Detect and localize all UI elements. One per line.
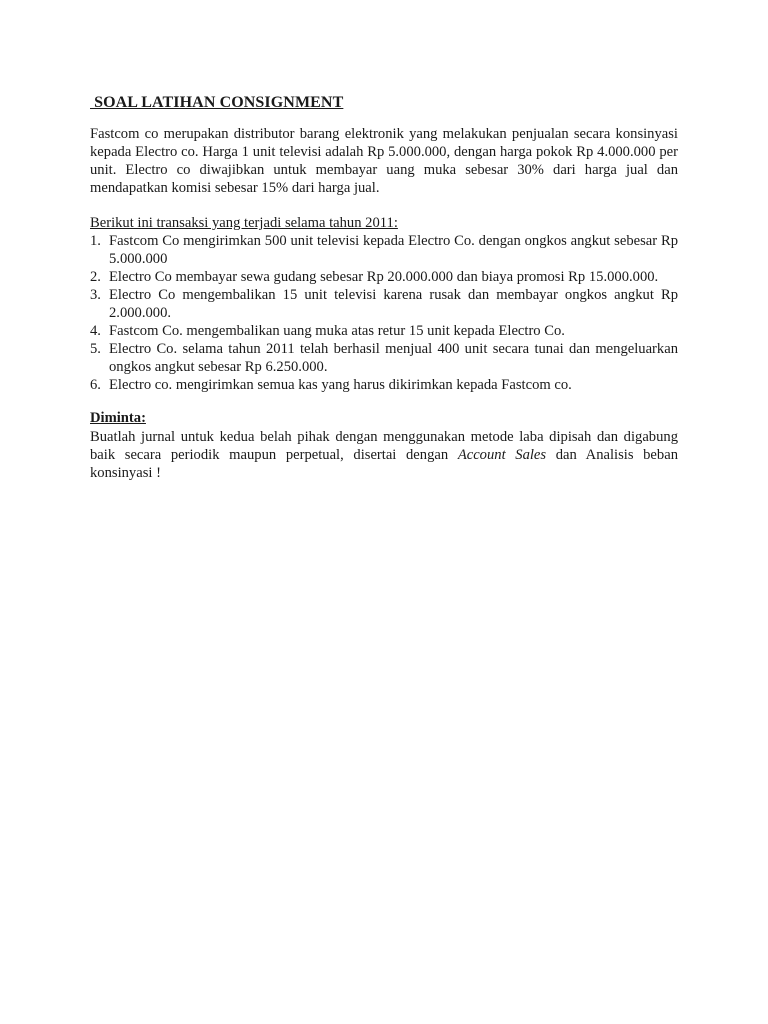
intro-paragraph: Fastcom co merupakan distributor barang elektronik yang melakukan penjualan secara konsinyasi kepada Electro co. Harga 1 unit televisi adalah Rp 5.000.000, dengan harga pokok Rp 4.000.000 per unit. Electro co diwajibkan untuk membayar uang muka sebesar 30% dari harga jual dan mendapatkan komisi sebesar 15% dari harga jual.: [90, 126, 678, 196]
list-item-text: Electro Co membayar sewa gudang sebesar Rp 20.000.000 dan biaya promosi Rp 15.000.000.: [109, 269, 659, 285]
list-item-text: Fastcom Co. mengembalikan uang muka atas retur 15 unit kepada Electro Co.: [109, 323, 565, 339]
task-text-end: dan Analisis beban konsinyasi !: [90, 447, 678, 481]
list-item-text: Electro Co. selama tahun 2011 telah berhasil menjual 400 unit secara tunai dan mengeluarkan ongkos angkut sebesar Rp 6.250.000.: [109, 341, 678, 375]
list-item-number: 4.: [90, 323, 101, 339]
transactions-list: [90, 232, 678, 394]
list-item-text: Electro co. mengirimkan semua kas yang harus dikirimkan kepada Fastcom co.: [109, 377, 572, 393]
task-text-start: Buatlah jurnal untuk kedua belah pihak dengan menggunakan metode laba dipisah dan digabung baik secara periodik maupun perpetual, disertai dengan: [90, 429, 678, 463]
list-item: [90, 268, 678, 286]
list-item-number: 2.: [90, 269, 101, 285]
list-item-number: 3.: [90, 287, 101, 303]
document-title: SOAL LATIHAN CONSIGNMENT: [90, 94, 344, 111]
transactions-heading: Berikut ini transaksi yang terjadi selama tahun 2011:: [90, 215, 398, 231]
list-item-text: Fastcom Co mengirimkan 500 unit televisi kepada Electro Co. dengan ongkos angkut sebesar Rp 5.000.000: [109, 233, 678, 267]
list-item: [90, 286, 678, 322]
list-item-number: 6.: [90, 377, 101, 393]
list-item: [90, 232, 678, 268]
list-item: [90, 322, 678, 340]
task-heading: Diminta:: [90, 410, 146, 426]
task-paragraph: [90, 428, 678, 482]
list-item-number: 1.: [90, 233, 101, 249]
list-item: [90, 376, 678, 394]
list-item-number: 5.: [90, 341, 101, 357]
task-italic-term: Account Sales: [457, 447, 547, 463]
list-item: [90, 340, 678, 376]
list-item-text: Electro Co mengembalikan 15 unit televisi karena rusak dan membayar ongkos angkut Rp 2.000.000.: [109, 287, 678, 321]
